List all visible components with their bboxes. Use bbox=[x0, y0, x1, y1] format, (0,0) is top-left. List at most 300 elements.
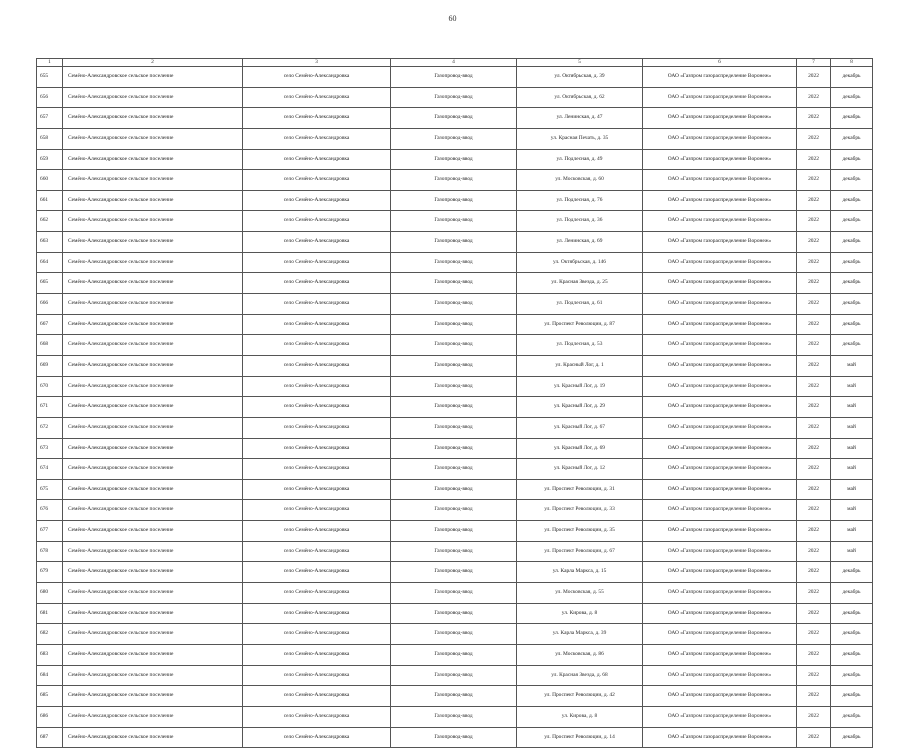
month-cell: декабрь bbox=[831, 706, 873, 727]
row-number: 683 bbox=[37, 644, 63, 665]
object-cell: Газопровод-ввод bbox=[391, 479, 517, 500]
table-row bbox=[37, 252, 873, 273]
settlement-cell: Семёно-Александровское сельское поселение bbox=[63, 376, 243, 397]
table-row bbox=[37, 521, 873, 542]
organization-cell: ОАО «Газпром газораспределение Воронеж» bbox=[643, 686, 797, 707]
address-cell: ул. Подлесная, д. 76 bbox=[517, 190, 643, 211]
table-row bbox=[37, 108, 873, 129]
year-cell: 2022 bbox=[797, 727, 831, 748]
object-cell: Газопровод-ввод bbox=[391, 232, 517, 253]
table-row bbox=[37, 190, 873, 211]
organization-cell: ОАО «Газпром газораспределение Воронеж» bbox=[643, 355, 797, 376]
month-cell: декабрь bbox=[831, 232, 873, 253]
column-header: 7 bbox=[797, 59, 831, 67]
object-cell: Газопровод-ввод bbox=[391, 355, 517, 376]
row-number: 664 bbox=[37, 252, 63, 273]
address-cell: ул. Красная Звезда, д. 25 bbox=[517, 273, 643, 294]
year-cell: 2022 bbox=[797, 500, 831, 521]
village-cell: село Семёно-Александровка bbox=[243, 273, 391, 294]
address-cell: ул. Красный Лог, д. 19 bbox=[517, 376, 643, 397]
address-cell: ул. Ленинская, д. 69 bbox=[517, 232, 643, 253]
organization-cell: ОАО «Газпром газораспределение Воронеж» bbox=[643, 417, 797, 438]
organization-cell: ОАО «Газпром газораспределение Воронеж» bbox=[643, 232, 797, 253]
table-row bbox=[37, 170, 873, 191]
village-cell: село Семёно-Александровка bbox=[243, 500, 391, 521]
row-number: 661 bbox=[37, 190, 63, 211]
organization-cell: ОАО «Газпром газораспределение Воронеж» bbox=[643, 500, 797, 521]
year-cell: 2022 bbox=[797, 376, 831, 397]
settlement-cell: Семёно-Александровское сельское поселение bbox=[63, 479, 243, 500]
month-cell: май bbox=[831, 479, 873, 500]
village-cell: село Семёно-Александровка bbox=[243, 397, 391, 418]
settlement-cell: Семёно-Александровское сельское поселение bbox=[63, 459, 243, 480]
column-header: 5 bbox=[517, 59, 643, 67]
settlement-cell: Семёно-Александровское сельское поселение bbox=[63, 500, 243, 521]
village-cell: село Семёно-Александровка bbox=[243, 314, 391, 335]
row-number: 669 bbox=[37, 355, 63, 376]
settlement-cell: Семёно-Александровское сельское поселение bbox=[63, 170, 243, 191]
village-cell: село Семёно-Александровка bbox=[243, 190, 391, 211]
table-row bbox=[37, 686, 873, 707]
address-cell: ул. Красный Лог, д. 12 bbox=[517, 459, 643, 480]
year-cell: 2022 bbox=[797, 417, 831, 438]
settlement-cell: Семёно-Александровское сельское поселение bbox=[63, 252, 243, 273]
month-cell: декабрь bbox=[831, 644, 873, 665]
row-number: 668 bbox=[37, 335, 63, 356]
organization-cell: ОАО «Газпром газораспределение Воронеж» bbox=[643, 459, 797, 480]
organization-cell: ОАО «Газпром газораспределение Воронеж» bbox=[643, 603, 797, 624]
object-cell: Газопровод-ввод bbox=[391, 562, 517, 583]
settlement-cell: Семёно-Александровское сельское поселение bbox=[63, 355, 243, 376]
row-number: 662 bbox=[37, 211, 63, 232]
table-row bbox=[37, 87, 873, 108]
year-cell: 2022 bbox=[797, 583, 831, 604]
organization-cell: ОАО «Газпром газораспределение Воронеж» bbox=[643, 521, 797, 542]
year-cell: 2022 bbox=[797, 128, 831, 149]
object-cell: Газопровод-ввод bbox=[391, 686, 517, 707]
address-cell: ул. Карла Маркса, д. 39 bbox=[517, 624, 643, 645]
address-cell: ул. Кирова, д. 8 bbox=[517, 603, 643, 624]
settlement-cell: Семёно-Александровское сельское поселение bbox=[63, 603, 243, 624]
year-cell: 2022 bbox=[797, 252, 831, 273]
table-row bbox=[37, 583, 873, 604]
row-number: 681 bbox=[37, 603, 63, 624]
column-header: 8 bbox=[831, 59, 873, 67]
table-row bbox=[37, 397, 873, 418]
year-cell: 2022 bbox=[797, 87, 831, 108]
object-cell: Газопровод-ввод bbox=[391, 541, 517, 562]
object-cell: Газопровод-ввод bbox=[391, 294, 517, 315]
row-number: 687 bbox=[37, 727, 63, 748]
organization-cell: ОАО «Газпром газораспределение Воронеж» bbox=[643, 190, 797, 211]
year-cell: 2022 bbox=[797, 170, 831, 191]
village-cell: село Семёно-Александровка bbox=[243, 294, 391, 315]
month-cell: май bbox=[831, 521, 873, 542]
column-header: 1 bbox=[37, 59, 63, 67]
row-number: 680 bbox=[37, 583, 63, 604]
month-cell: декабрь bbox=[831, 624, 873, 645]
organization-cell: ОАО «Газпром газораспределение Воронеж» bbox=[643, 727, 797, 748]
settlement-cell: Семёно-Александровское сельское поселение bbox=[63, 294, 243, 315]
address-cell: ул. Подлесная, д. 36 bbox=[517, 211, 643, 232]
settlement-cell: Семёно-Александровское сельское поселение bbox=[63, 232, 243, 253]
address-cell: ул. Красная Звезда, д. 68 bbox=[517, 665, 643, 686]
month-cell: май bbox=[831, 417, 873, 438]
organization-cell: ОАО «Газпром газораспределение Воронеж» bbox=[643, 294, 797, 315]
row-number: 686 bbox=[37, 706, 63, 727]
object-cell: Газопровод-ввод bbox=[391, 335, 517, 356]
object-cell: Газопровод-ввод bbox=[391, 128, 517, 149]
month-cell: декабрь bbox=[831, 727, 873, 748]
settlement-cell: Семёно-Александровское сельское поселение bbox=[63, 644, 243, 665]
table-row bbox=[37, 438, 873, 459]
month-cell: декабрь bbox=[831, 128, 873, 149]
address-cell: ул. Подлесная, д. 53 bbox=[517, 335, 643, 356]
table-row bbox=[37, 376, 873, 397]
month-cell: декабрь bbox=[831, 314, 873, 335]
table-row bbox=[37, 314, 873, 335]
row-number: 655 bbox=[37, 67, 63, 88]
address-cell: ул. Проспект Революции, д. 31 bbox=[517, 479, 643, 500]
organization-cell: ОАО «Газпром газораспределение Воронеж» bbox=[643, 541, 797, 562]
row-number: 685 bbox=[37, 686, 63, 707]
month-cell: декабрь bbox=[831, 190, 873, 211]
settlement-cell: Семёно-Александровское сельское поселение bbox=[63, 624, 243, 645]
village-cell: село Семёно-Александровка bbox=[243, 438, 391, 459]
column-header: 6 bbox=[643, 59, 797, 67]
address-cell: ул. Октябрьская, д. 62 bbox=[517, 87, 643, 108]
object-cell: Газопровод-ввод bbox=[391, 644, 517, 665]
village-cell: село Семёно-Александровка bbox=[243, 87, 391, 108]
organization-cell: ОАО «Газпром газораспределение Воронеж» bbox=[643, 644, 797, 665]
gas-pipeline-table bbox=[36, 58, 873, 748]
object-cell: Газопровод-ввод bbox=[391, 67, 517, 88]
address-cell: ул. Проспект Революции, д. 87 bbox=[517, 314, 643, 335]
address-cell: ул. Красный Лог, д. 69 bbox=[517, 438, 643, 459]
year-cell: 2022 bbox=[797, 149, 831, 170]
object-cell: Газопровод-ввод bbox=[391, 624, 517, 645]
table-row bbox=[37, 603, 873, 624]
month-cell: декабрь bbox=[831, 603, 873, 624]
month-cell: декабрь bbox=[831, 108, 873, 129]
page-number: 60 bbox=[448, 14, 457, 23]
settlement-cell: Семёно-Александровское сельское поселение bbox=[63, 521, 243, 542]
settlement-cell: Семёно-Александровское сельское поселение bbox=[63, 583, 243, 604]
organization-cell: ОАО «Газпром газораспределение Воронеж» bbox=[643, 438, 797, 459]
address-cell: ул. Карла Маркса, д. 15 bbox=[517, 562, 643, 583]
village-cell: село Семёно-Александровка bbox=[243, 521, 391, 542]
settlement-cell: Семёно-Александровское сельское поселение bbox=[63, 87, 243, 108]
table-row bbox=[37, 211, 873, 232]
row-number: 677 bbox=[37, 521, 63, 542]
organization-cell: ОАО «Газпром газораспределение Воронеж» bbox=[643, 314, 797, 335]
year-cell: 2022 bbox=[797, 603, 831, 624]
table-row bbox=[37, 479, 873, 500]
object-cell: Газопровод-ввод bbox=[391, 583, 517, 604]
month-cell: декабрь bbox=[831, 252, 873, 273]
year-cell: 2022 bbox=[797, 108, 831, 129]
village-cell: село Семёно-Александровка bbox=[243, 686, 391, 707]
row-number: 673 bbox=[37, 438, 63, 459]
organization-cell: ОАО «Газпром газораспределение Воронеж» bbox=[643, 87, 797, 108]
object-cell: Газопровод-ввод bbox=[391, 417, 517, 438]
month-cell: декабрь bbox=[831, 335, 873, 356]
settlement-cell: Семёно-Александровское сельское поселение bbox=[63, 67, 243, 88]
header-row bbox=[37, 59, 873, 67]
table-row bbox=[37, 624, 873, 645]
month-cell: декабрь bbox=[831, 562, 873, 583]
village-cell: село Семёно-Александровка bbox=[243, 170, 391, 191]
village-cell: село Семёно-Александровка bbox=[243, 644, 391, 665]
year-cell: 2022 bbox=[797, 706, 831, 727]
settlement-cell: Семёно-Александровское сельское поселение bbox=[63, 108, 243, 129]
year-cell: 2022 bbox=[797, 665, 831, 686]
organization-cell: ОАО «Газпром газораспределение Воронеж» bbox=[643, 273, 797, 294]
table-row bbox=[37, 149, 873, 170]
village-cell: село Семёно-Александровка bbox=[243, 355, 391, 376]
object-cell: Газопровод-ввод bbox=[391, 521, 517, 542]
object-cell: Газопровод-ввод bbox=[391, 727, 517, 748]
table-row bbox=[37, 500, 873, 521]
row-number: 682 bbox=[37, 624, 63, 645]
row-number: 667 bbox=[37, 314, 63, 335]
year-cell: 2022 bbox=[797, 479, 831, 500]
row-number: 678 bbox=[37, 541, 63, 562]
village-cell: село Семёно-Александровка bbox=[243, 541, 391, 562]
object-cell: Газопровод-ввод bbox=[391, 459, 517, 480]
organization-cell: ОАО «Газпром газораспределение Воронеж» bbox=[643, 170, 797, 191]
organization-cell: ОАО «Газпром газораспределение Воронеж» bbox=[643, 67, 797, 88]
settlement-cell: Семёно-Александровское сельское поселение bbox=[63, 706, 243, 727]
settlement-cell: Семёно-Александровское сельское поселение bbox=[63, 438, 243, 459]
document-sheet bbox=[36, 58, 872, 748]
object-cell: Газопровод-ввод bbox=[391, 211, 517, 232]
organization-cell: ОАО «Газпром газораспределение Воронеж» bbox=[643, 376, 797, 397]
column-header: 4 bbox=[391, 59, 517, 67]
row-number: 658 bbox=[37, 128, 63, 149]
settlement-cell: Семёно-Александровское сельское поселение bbox=[63, 727, 243, 748]
village-cell: село Семёно-Александровка bbox=[243, 376, 391, 397]
object-cell: Газопровод-ввод bbox=[391, 603, 517, 624]
month-cell: декабрь bbox=[831, 583, 873, 604]
settlement-cell: Семёно-Александровское сельское поселение bbox=[63, 149, 243, 170]
village-cell: село Семёно-Александровка bbox=[243, 706, 391, 727]
village-cell: село Семёно-Александровка bbox=[243, 232, 391, 253]
row-number: 665 bbox=[37, 273, 63, 294]
year-cell: 2022 bbox=[797, 624, 831, 645]
address-cell: ул. Красный Лог, д. 29 bbox=[517, 397, 643, 418]
row-number: 674 bbox=[37, 459, 63, 480]
organization-cell: ОАО «Газпром газораспределение Воронеж» bbox=[643, 335, 797, 356]
settlement-cell: Семёно-Александровское сельское поселение bbox=[63, 128, 243, 149]
object-cell: Газопровод-ввод bbox=[391, 108, 517, 129]
village-cell: село Семёно-Александровка bbox=[243, 583, 391, 604]
row-number: 666 bbox=[37, 294, 63, 315]
village-cell: село Семёно-Александровка bbox=[243, 67, 391, 88]
year-cell: 2022 bbox=[797, 232, 831, 253]
organization-cell: ОАО «Газпром газораспределение Воронеж» bbox=[643, 149, 797, 170]
month-cell: декабрь bbox=[831, 67, 873, 88]
row-number: 659 bbox=[37, 149, 63, 170]
month-cell: май bbox=[831, 459, 873, 480]
year-cell: 2022 bbox=[797, 644, 831, 665]
year-cell: 2022 bbox=[797, 562, 831, 583]
address-cell: ул. Московская, д. 60 bbox=[517, 170, 643, 191]
settlement-cell: Семёно-Александровское сельское поселение bbox=[63, 190, 243, 211]
table-row bbox=[37, 644, 873, 665]
object-cell: Газопровод-ввод bbox=[391, 273, 517, 294]
table-row bbox=[37, 294, 873, 315]
organization-cell: ОАО «Газпром газораспределение Воронеж» bbox=[643, 211, 797, 232]
table-row bbox=[37, 665, 873, 686]
address-cell: ул. Проспект Революции, д. 14 bbox=[517, 727, 643, 748]
object-cell: Газопровод-ввод bbox=[391, 149, 517, 170]
month-cell: декабрь bbox=[831, 665, 873, 686]
month-cell: декабрь bbox=[831, 294, 873, 315]
month-cell: декабрь bbox=[831, 149, 873, 170]
village-cell: село Семёно-Александровка bbox=[243, 149, 391, 170]
organization-cell: ОАО «Газпром газораспределение Воронеж» bbox=[643, 562, 797, 583]
month-cell: декабрь bbox=[831, 211, 873, 232]
village-cell: село Семёно-Александровка bbox=[243, 335, 391, 356]
object-cell: Газопровод-ввод bbox=[391, 190, 517, 211]
year-cell: 2022 bbox=[797, 355, 831, 376]
month-cell: май bbox=[831, 541, 873, 562]
object-cell: Газопровод-ввод bbox=[391, 665, 517, 686]
month-cell: май bbox=[831, 376, 873, 397]
month-cell: май bbox=[831, 397, 873, 418]
table-row bbox=[37, 273, 873, 294]
address-cell: ул. Проспект Революции, д. 67 bbox=[517, 541, 643, 562]
table-row bbox=[37, 727, 873, 748]
object-cell: Газопровод-ввод bbox=[391, 170, 517, 191]
row-number: 657 bbox=[37, 108, 63, 129]
address-cell: ул. Красный Лог, д. 1 bbox=[517, 355, 643, 376]
organization-cell: ОАО «Газпром газораспределение Воронеж» bbox=[643, 397, 797, 418]
village-cell: село Семёно-Александровка bbox=[243, 479, 391, 500]
village-cell: село Семёно-Александровка bbox=[243, 665, 391, 686]
year-cell: 2022 bbox=[797, 211, 831, 232]
month-cell: декабрь bbox=[831, 87, 873, 108]
month-cell: декабрь bbox=[831, 273, 873, 294]
row-number: 676 bbox=[37, 500, 63, 521]
village-cell: село Семёно-Александровка bbox=[243, 459, 391, 480]
row-number: 656 bbox=[37, 87, 63, 108]
village-cell: село Семёно-Александровка bbox=[243, 211, 391, 232]
year-cell: 2022 bbox=[797, 521, 831, 542]
village-cell: село Семёно-Александровка bbox=[243, 562, 391, 583]
object-cell: Газопровод-ввод bbox=[391, 500, 517, 521]
address-cell: ул. Красный Лог, д. 67 bbox=[517, 417, 643, 438]
month-cell: май bbox=[831, 500, 873, 521]
table-row bbox=[37, 562, 873, 583]
year-cell: 2022 bbox=[797, 397, 831, 418]
settlement-cell: Семёно-Александровское сельское поселение bbox=[63, 541, 243, 562]
table-row bbox=[37, 232, 873, 253]
object-cell: Газопровод-ввод bbox=[391, 314, 517, 335]
row-number: 663 bbox=[37, 232, 63, 253]
year-cell: 2022 bbox=[797, 459, 831, 480]
address-cell: ул. Подлесная, д. 61 bbox=[517, 294, 643, 315]
month-cell: май bbox=[831, 438, 873, 459]
organization-cell: ОАО «Газпром газораспределение Воронеж» bbox=[643, 706, 797, 727]
organization-cell: ОАО «Газпром газораспределение Воронеж» bbox=[643, 479, 797, 500]
village-cell: село Семёно-Александровка bbox=[243, 727, 391, 748]
address-cell: ул. Подлесная, д. 49 bbox=[517, 149, 643, 170]
settlement-cell: Семёно-Александровское сельское поселение bbox=[63, 273, 243, 294]
settlement-cell: Семёно-Александровское сельское поселение bbox=[63, 665, 243, 686]
row-number: 672 bbox=[37, 417, 63, 438]
month-cell: декабрь bbox=[831, 686, 873, 707]
year-cell: 2022 bbox=[797, 190, 831, 211]
village-cell: село Семёно-Александровка bbox=[243, 108, 391, 129]
settlement-cell: Семёно-Александровское сельское поселение bbox=[63, 314, 243, 335]
address-cell: ул. Красная Печать, д. 35 bbox=[517, 128, 643, 149]
settlement-cell: Семёно-Александровское сельское поселение bbox=[63, 397, 243, 418]
organization-cell: ОАО «Газпром газораспределение Воронеж» bbox=[643, 128, 797, 149]
object-cell: Газопровод-ввод bbox=[391, 438, 517, 459]
table-row bbox=[37, 67, 873, 88]
column-header: 2 bbox=[63, 59, 243, 67]
object-cell: Газопровод-ввод bbox=[391, 87, 517, 108]
object-cell: Газопровод-ввод bbox=[391, 252, 517, 273]
row-number: 675 bbox=[37, 479, 63, 500]
address-cell: ул. Проспект Революции, д. 33 bbox=[517, 500, 643, 521]
year-cell: 2022 bbox=[797, 67, 831, 88]
village-cell: село Семёно-Александровка bbox=[243, 417, 391, 438]
year-cell: 2022 bbox=[797, 335, 831, 356]
table-row bbox=[37, 128, 873, 149]
settlement-cell: Семёно-Александровское сельское поселение bbox=[63, 211, 243, 232]
address-cell: ул. Проспект Революции, д. 35 bbox=[517, 521, 643, 542]
table-row bbox=[37, 355, 873, 376]
organization-cell: ОАО «Газпром газораспределение Воронеж» bbox=[643, 252, 797, 273]
year-cell: 2022 bbox=[797, 686, 831, 707]
column-header: 3 bbox=[243, 59, 391, 67]
year-cell: 2022 bbox=[797, 294, 831, 315]
village-cell: село Семёно-Александровка bbox=[243, 603, 391, 624]
row-number: 679 bbox=[37, 562, 63, 583]
organization-cell: ОАО «Газпром газораспределение Воронеж» bbox=[643, 624, 797, 645]
row-number: 671 bbox=[37, 397, 63, 418]
village-cell: село Семёно-Александровка bbox=[243, 128, 391, 149]
settlement-cell: Семёно-Александровское сельское поселение bbox=[63, 417, 243, 438]
table-body bbox=[37, 67, 873, 748]
object-cell: Газопровод-ввод bbox=[391, 706, 517, 727]
address-cell: ул. Проспект Революции, д. 42 bbox=[517, 686, 643, 707]
table-row bbox=[37, 335, 873, 356]
row-number: 684 bbox=[37, 665, 63, 686]
object-cell: Газопровод-ввод bbox=[391, 397, 517, 418]
year-cell: 2022 bbox=[797, 438, 831, 459]
address-cell: ул. Ленинская, д. 47 bbox=[517, 108, 643, 129]
village-cell: село Семёно-Александровка bbox=[243, 252, 391, 273]
address-cell: ул. Кирова, д. 8 bbox=[517, 706, 643, 727]
table-row bbox=[37, 541, 873, 562]
row-number: 660 bbox=[37, 170, 63, 191]
year-cell: 2022 bbox=[797, 541, 831, 562]
settlement-cell: Семёно-Александровское сельское поселение bbox=[63, 562, 243, 583]
address-cell: ул. Московская, д. 55 bbox=[517, 583, 643, 604]
year-cell: 2022 bbox=[797, 273, 831, 294]
table-row bbox=[37, 459, 873, 480]
village-cell: село Семёно-Александровка bbox=[243, 624, 391, 645]
month-cell: май bbox=[831, 355, 873, 376]
address-cell: ул. Октябрьская, д. 146 bbox=[517, 252, 643, 273]
month-cell: декабрь bbox=[831, 170, 873, 191]
table-row bbox=[37, 417, 873, 438]
organization-cell: ОАО «Газпром газораспределение Воронеж» bbox=[643, 665, 797, 686]
